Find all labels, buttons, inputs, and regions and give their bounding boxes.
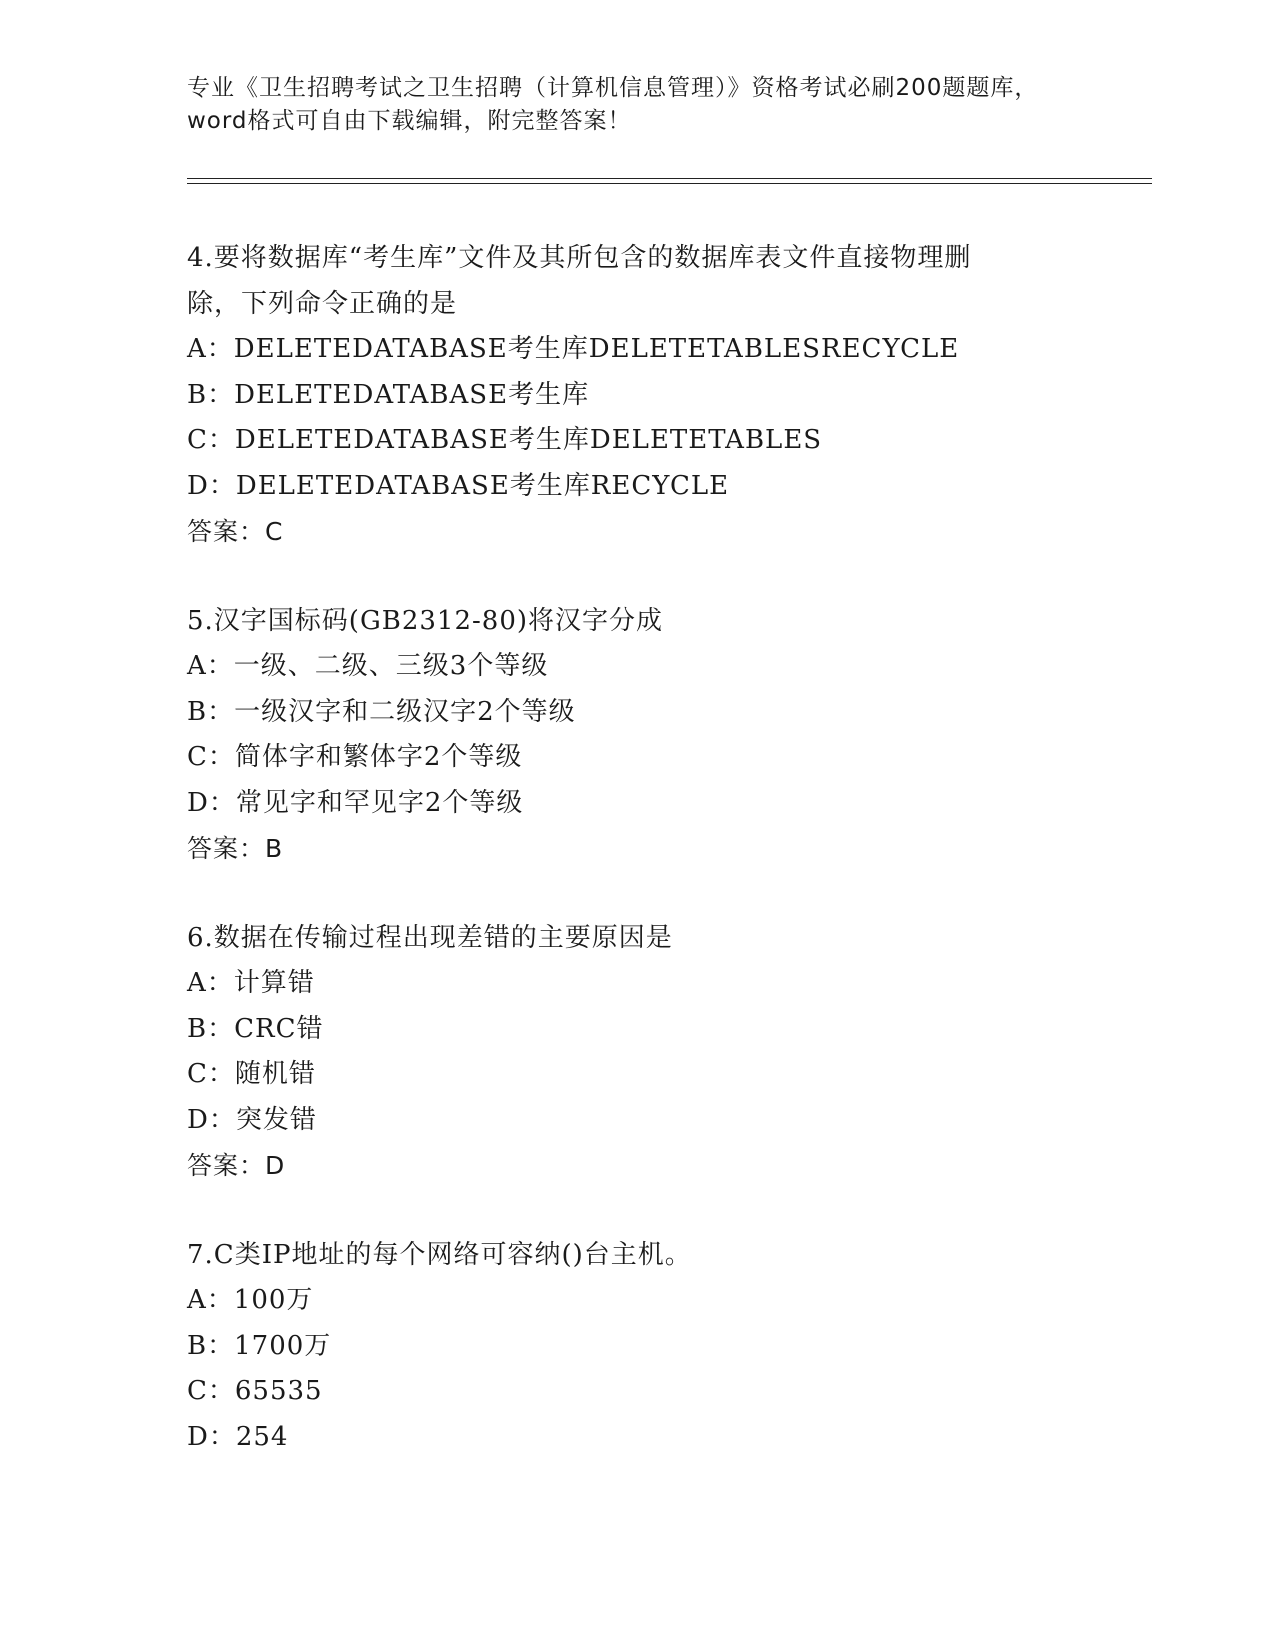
question-stem-line: 4.要将数据库“考生库”文件及其所包含的数据库表文件直接物理删 — [187, 243, 972, 273]
question-list — [187, 236, 1087, 1504]
question-stem-line: 6.数据在传输过程出现差错的主要原因是 — [187, 922, 673, 953]
question-stem — [187, 916, 1087, 962]
option-a: A：100万 — [187, 1285, 314, 1315]
document-header — [187, 72, 1087, 138]
answer-label: 答案：C — [187, 517, 284, 546]
option-d: D：常见字和罕见字2个等级 — [187, 787, 524, 818]
question-stem — [187, 599, 1087, 645]
option-b: B：一级汉字和二级汉字2个等级 — [187, 696, 576, 727]
option-b: B：DELETEDATABASE考生库 — [187, 379, 590, 410]
question-stem — [187, 236, 1087, 327]
answer-label: 答案：B — [187, 834, 284, 863]
answer-label: 答案：D — [187, 1151, 286, 1180]
question-stem-line: 7.C类IP地址的每个网络可容纳()台主机。 — [187, 1239, 692, 1270]
header-title-line-2: word格式可自由下载编辑，附完整答案！ — [187, 108, 632, 134]
question-5 — [187, 599, 1087, 872]
option-d: D：突发错 — [187, 1104, 317, 1135]
question-7 — [187, 1233, 1087, 1461]
question-stem-line: 5.汉字国标码(GB2312-80)将汉字分成 — [187, 605, 664, 636]
option-a: A：DELETEDATABASE考生库DELETETABLESRECYCLE — [187, 334, 960, 364]
option-b: B：CRC错 — [187, 1013, 324, 1044]
question-4 — [187, 236, 1087, 555]
question-6 — [187, 916, 1087, 1189]
option-c: C：随机错 — [187, 1059, 316, 1089]
header-title-line-1: 专业《卫生招聘考试之卫生招聘（计算机信息管理）》资格考试必刷200题题库， — [187, 75, 1039, 101]
question-stem-line: 除，下列命令正确的是 — [187, 288, 458, 319]
option-d: D：254 — [187, 1421, 289, 1452]
option-a: A：计算错 — [187, 968, 315, 998]
question-stem — [187, 1233, 1087, 1279]
option-c: C：DELETEDATABASE考生库DELETETABLES — [187, 425, 823, 455]
option-a: A：一级、二级、三级3个等级 — [187, 651, 549, 681]
option-b: B：1700万 — [187, 1330, 332, 1361]
option-c: C：简体字和繁体字2个等级 — [187, 742, 523, 772]
option-c: C：65535 — [187, 1376, 323, 1406]
header-divider — [187, 178, 1152, 184]
option-d: D：DELETEDATABASE考生库RECYCLE — [187, 470, 730, 501]
